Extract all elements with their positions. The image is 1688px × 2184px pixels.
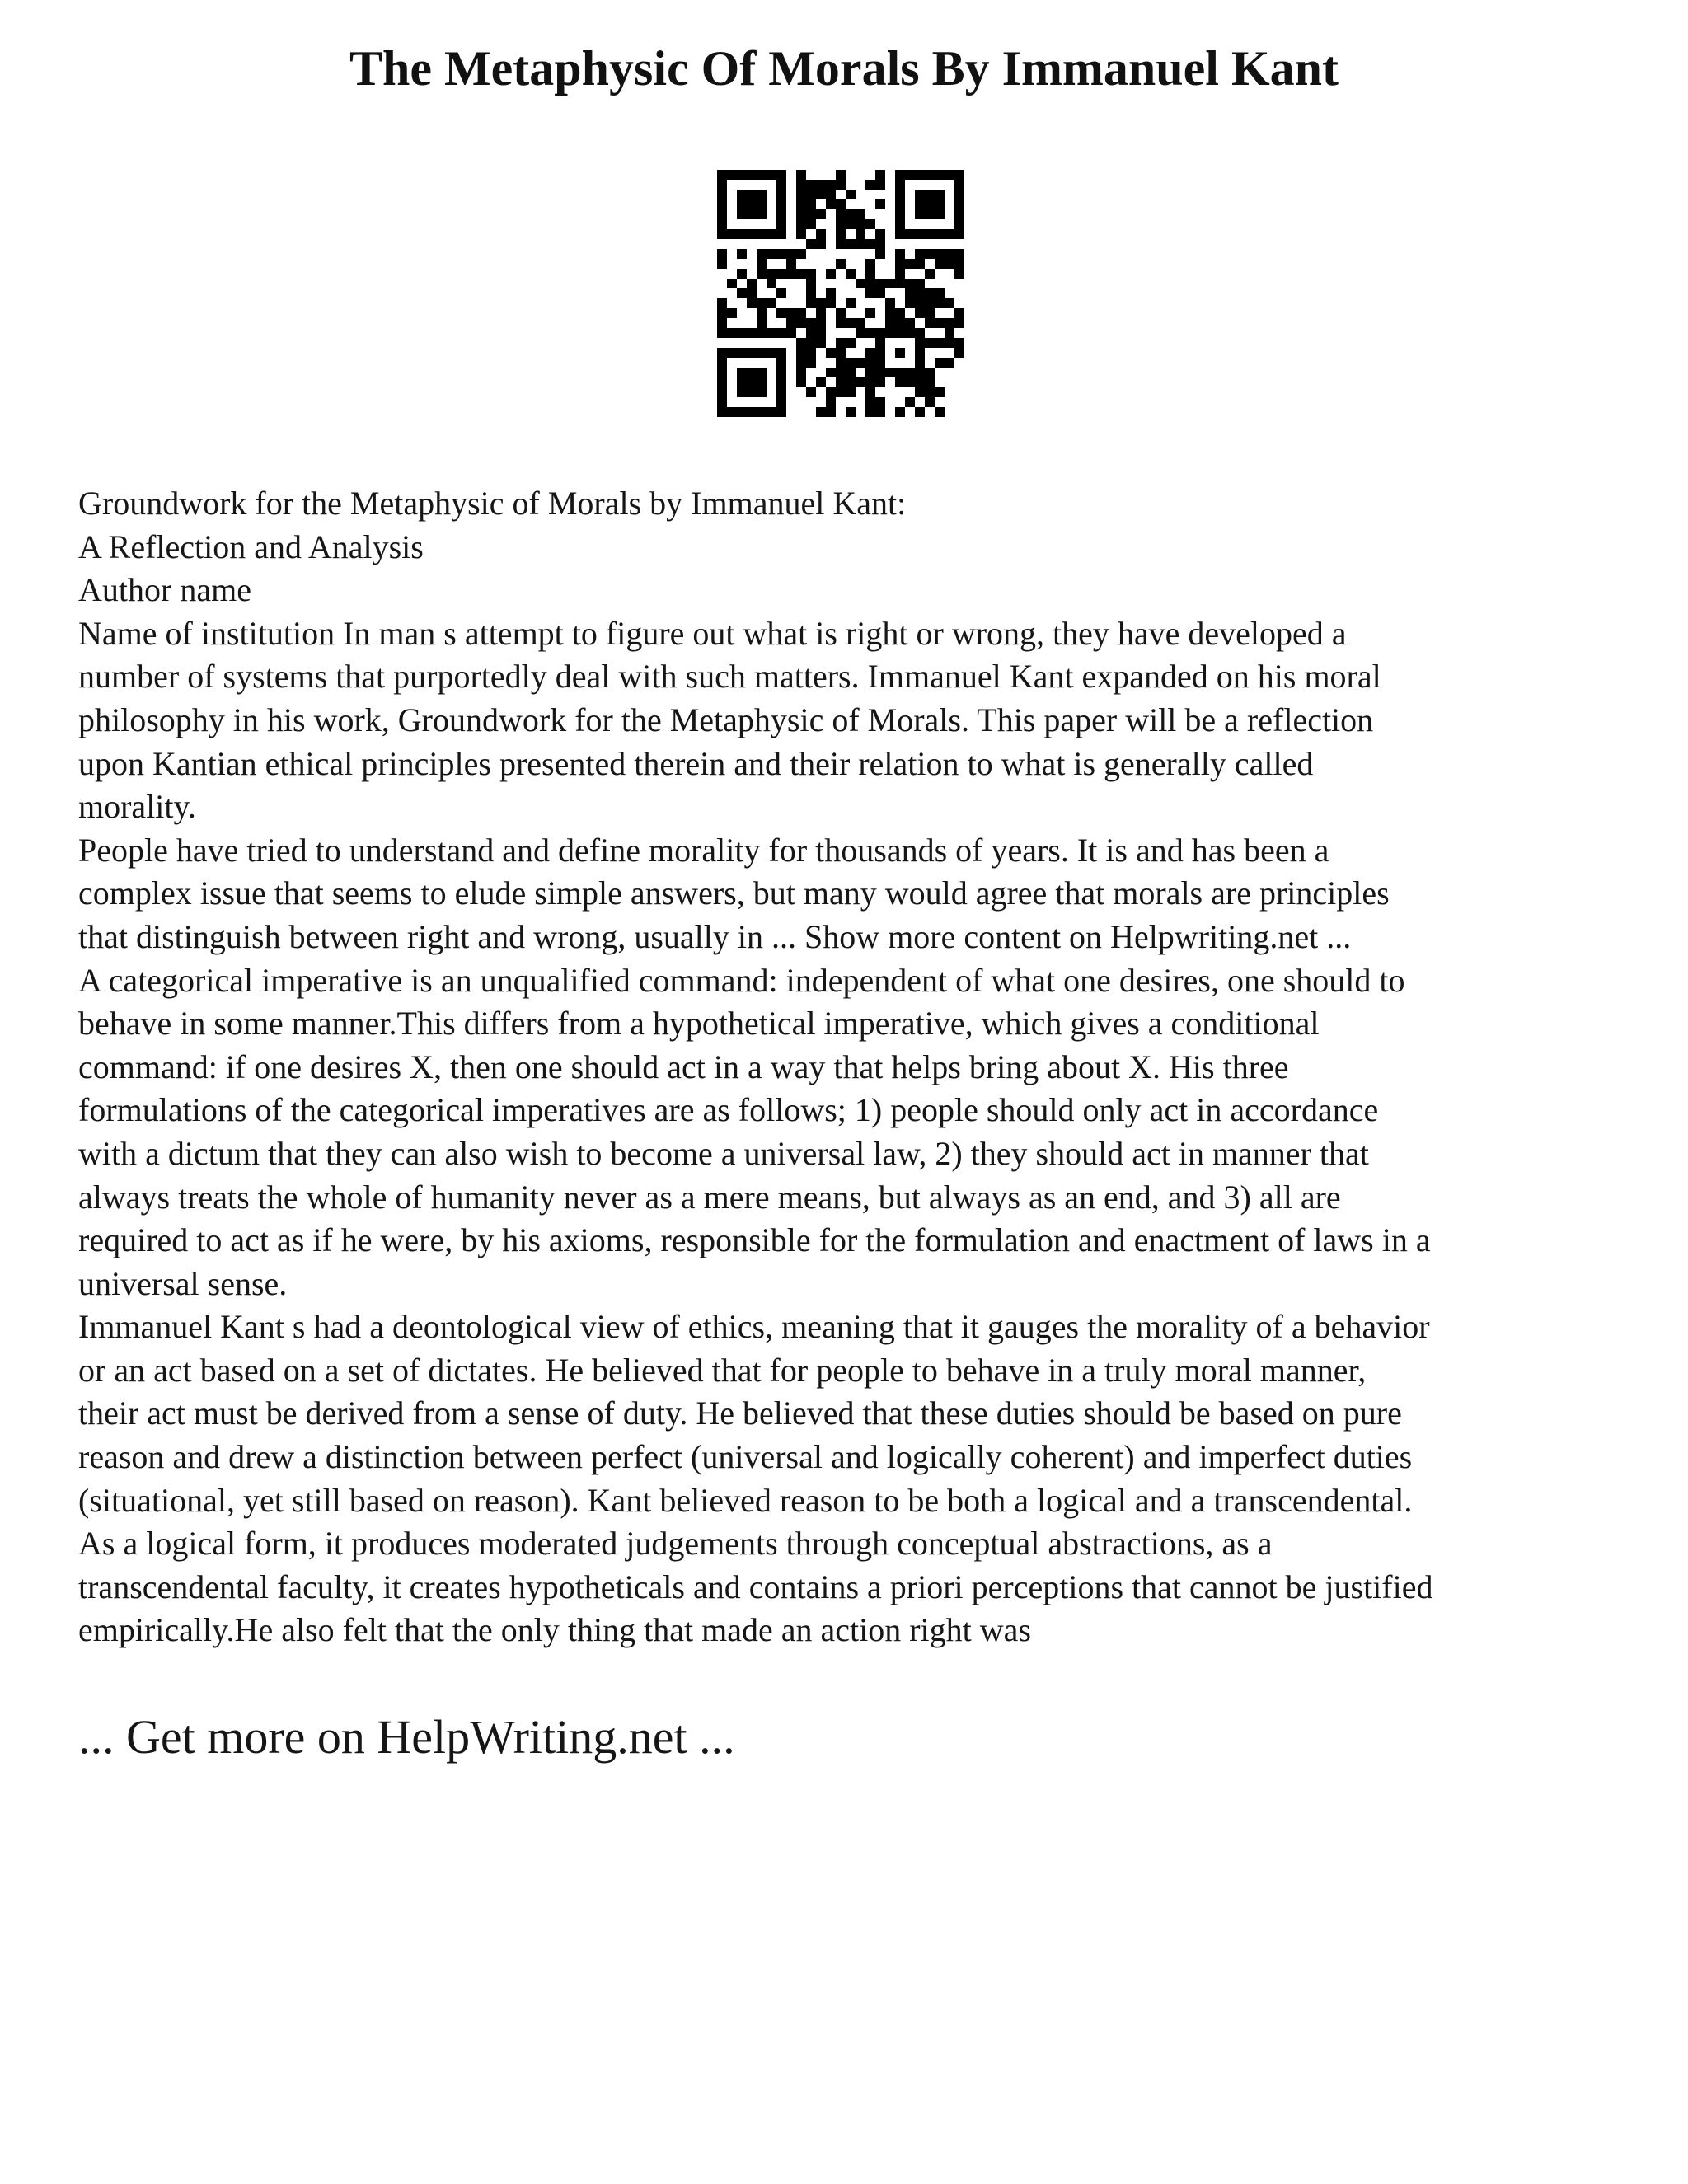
article-body: [78, 482, 1628, 1652]
body-line: empirically.He also felt that the only thing that made an action right was: [78, 1611, 1031, 1649]
body-line: that distinguish between right and wrong, usually in ... Show more content on Helpwriting.net ...: [78, 917, 1352, 955]
body-line: A Reflection and Analysis: [78, 527, 424, 565]
body-line: Immanuel Kant s had a deontological view of ethics, meaning that it gauges the morality of a behavior: [78, 1308, 1430, 1346]
body-line: with a dictum that they can also wish to become a universal law, 2) they should act in manner that: [78, 1134, 1369, 1172]
body-line: As a logical form, it produces moderated judgements through conceptual abstractions, as a: [78, 1525, 1273, 1563]
get-more-link[interactable]: ... Get more on HelpWriting.net ...: [78, 1710, 735, 1764]
body-line: upon Kantian ethical principles presented therein and their relation to what is generally called: [78, 744, 1314, 782]
body-line: complex issue that seems to elude simple answers, but many would agree that morals are principles: [78, 874, 1390, 912]
body-line: morality.: [78, 788, 196, 826]
body-line: A categorical imperative is an unqualified command: independent of what one desires, one should to: [78, 961, 1405, 999]
body-line: Groundwork for the Metaphysic of Morals by Immanuel Kant:: [78, 485, 907, 522]
body-line: number of systems that purportedly deal with such matters. Immanuel Kant expanded on his moral: [78, 658, 1381, 696]
body-line: universal sense.: [78, 1264, 288, 1302]
document-title: The Metaphysic Of Morals By Immanuel Kant: [349, 41, 1339, 96]
qr-code-icon[interactable]: [717, 170, 964, 417]
body-line: (situational, yet still based on reason). Kant believed reason to be both a logical and a transcendental.: [78, 1481, 1413, 1519]
body-line: always treats the whole of humanity never as a mere means, but always as an end, and 3) all are: [78, 1178, 1341, 1216]
body-line: reason and drew a distinction between perfect (universal and logically coherent) and imperfect duties: [78, 1438, 1413, 1476]
body-line: behave in some manner.This differs from a hypothetical imperative, which gives a conditional: [78, 1005, 1320, 1043]
body-line: their act must be derived from a sense of duty. He believed that these duties should be based on pure: [78, 1394, 1402, 1432]
body-line: formulations of the categorical imperatives are as follows; 1) people should only act in accordance: [78, 1091, 1379, 1129]
body-line: Author name: [78, 571, 251, 609]
body-line: or an act based on a set of dictates. He believed that for people to behave in a truly moral manner,: [78, 1351, 1367, 1389]
body-line: command: if one desires X, then one should act in a way that helps bring about X. His three: [78, 1047, 1289, 1085]
body-line: transcendental faculty, it creates hypotheticals and contains a priori perceptions that cannot be justified: [78, 1568, 1433, 1605]
body-line: philosophy in his work, Groundwork for the Metaphysic of Morals. This paper will be a reflection: [78, 701, 1374, 738]
body-line: Name of institution In man s attempt to figure out what is right or wrong, they have developed a: [78, 614, 1347, 652]
body-line: required to act as if he were, by his axioms, responsible for the formulation and enactment of laws in a: [78, 1221, 1431, 1259]
body-line: People have tried to understand and define morality for thousands of years. It is and has been a: [78, 831, 1329, 869]
